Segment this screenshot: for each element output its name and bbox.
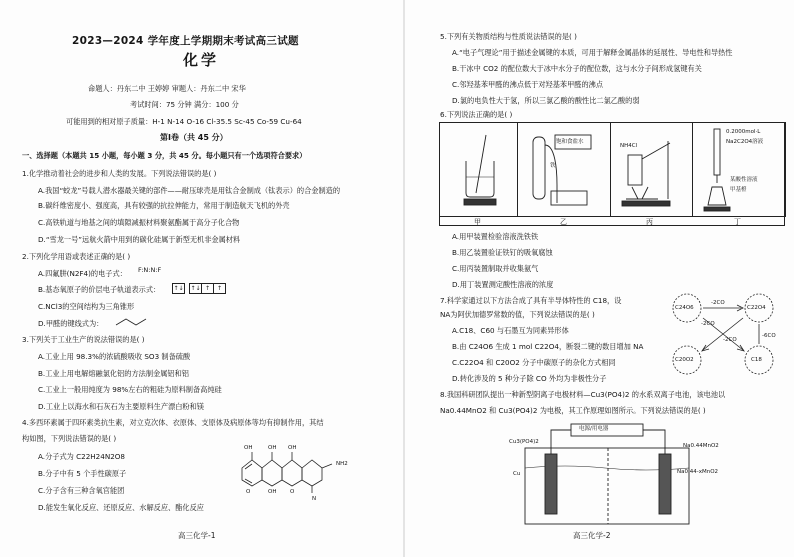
q7-option-a: A.C18、C60 与石墨互为同素异形体 — [452, 326, 569, 335]
q4-option-a: A.分子式为 C22H24N2O8 — [38, 452, 126, 461]
subject-title: 化学 — [183, 51, 220, 69]
arrow-label: -2CO — [701, 321, 715, 327]
doxy-label: N — [312, 496, 317, 502]
q4-stem-2: 构如图，下列说法错误的是( ) — [22, 434, 117, 443]
q6-option-d: D.用丁装置测定酸性溶液的浓度 — [452, 280, 554, 289]
tag-iron: 铁 — [550, 163, 556, 169]
q2-stem: 2.下列化学用语或表述正确的是( ) — [22, 252, 131, 261]
q4-stem: 4.多西环素属于四环素类抗生素，对立克次体、衣原体、支原体及病原体等均有抑制作用，其结 — [22, 418, 324, 427]
molecule-label: C18 — [751, 357, 762, 363]
volume-heading: 第Ⅰ卷（共 45 分） — [160, 133, 228, 142]
q7-option-c: C.C22O4 和 C20O2 分子中碳原子的杂化方式相同 — [452, 358, 616, 367]
exam-title: 2023—2024 学年度上学期期末考试高三试题 — [72, 35, 299, 47]
doxy-label: O — [246, 489, 251, 495]
orbital-box: ↑↓ — [190, 285, 201, 292]
q4-option-d: D.能发生氧化反应、还原反应、水解反应、酯化反应 — [38, 503, 204, 512]
q3-option-d: D.工业上以海水和石灰石为主要原料生产漂白粉和镁 — [38, 402, 204, 411]
q2-option-a: A.四氟肼(N2F4)的电子式： — [38, 269, 127, 278]
arrow-label: -2CO — [711, 300, 725, 306]
caption-jia: 甲 — [474, 218, 481, 226]
tag-saline: 饱和食盐水 — [556, 139, 584, 145]
q5-option-d: D.氯的电负性大于氢，所以三氯乙酸的酸性比二氯乙酸的弱 — [452, 96, 640, 105]
atomic-masses: 可能用到的相对原子质量：H-1 N-14 O-16 Cl-35.5 Sc-45 Co-59 Cu-64 — [66, 117, 302, 126]
orbital-box: ↑↓ — [173, 285, 184, 292]
caption-yi: 乙 — [560, 218, 567, 226]
apparatus-bing — [618, 129, 688, 213]
caption-ding: 丁 — [734, 218, 741, 226]
battery-left-label-2: Cu — [513, 471, 521, 477]
q8-stem-2: Na0.44MnO2 和 Cu3(PO4)2 为电极，其工作原理如图所示。下列说法错误的是( ) — [440, 406, 706, 415]
q6-option-a: A.用甲装置检验溶液洗铁铁 — [452, 232, 539, 241]
q1-option-c: C.高铁轨道与地基之间的填隙减振材料聚氨酯属于高分子化合物 — [38, 218, 240, 227]
page-footer-2: 高三化学-2 — [573, 531, 611, 540]
tag-concentration: 0.2000mol·L — [726, 129, 761, 135]
q6-stem: 6.下列说法正确的是( ) — [440, 110, 513, 119]
battery-left-label: Cu3(PO4)2 — [509, 439, 539, 445]
arrow-label: -2CO — [723, 337, 737, 343]
battery-top-label: 电源/用电器 — [579, 426, 609, 432]
battery-right-label-2: Na0.44-xMnO2 — [677, 469, 719, 475]
q4-option-b: B.分子中有 5 个手性碳原子 — [38, 469, 127, 478]
q2-electron-formula: F:N:N:F — [138, 266, 162, 274]
battery-right-label: Na0.44MnO2 — [683, 443, 719, 449]
doxy-label: OH — [244, 445, 253, 451]
q3-stem: 3.下列关于工业生产的说法错误的是( ) — [22, 335, 145, 344]
q1-option-b: B.碳纤维密度小、强度高，具有较强的抗拉伸能力，常用于制造航天飞机的外壳 — [38, 201, 290, 210]
tag-indicator: 甲基橙 — [730, 187, 747, 193]
authors-line: 命题人：丹东二中 王婷婷 审题人：丹东二中 宋华 — [88, 84, 246, 93]
q8-stem: 8.我国科研团队提出一种新型阴离子电极材料—Cu3(PO4)2 的水系双离子电池，该电池以 — [440, 390, 726, 399]
exam-time: 考试时间：75 分钟 满分：100 分 — [130, 100, 239, 109]
doxy-label: OH — [268, 489, 277, 495]
q4-option-c: C.分子含有三种含氧官能团 — [38, 486, 125, 495]
q6-option-c: C.用丙装置制取并收集氨气 — [452, 264, 539, 273]
q7-stem-2: NA为阿伏加德罗常数的值，下列说法错误的是( ) — [440, 310, 595, 319]
q5-option-b: B.干冰中 CO2 的配位数大于冰中水分子的配位数，这与水分子间形成氢键有关 — [452, 64, 702, 73]
tag-acid: 某酸性溶液 — [730, 177, 758, 183]
molecule-label: C24O6 — [675, 305, 694, 311]
q3-option-a: A.工业上用 98.3%的浓硫酸吸收 SO3 制备硫酸 — [38, 352, 191, 361]
q5-option-c: C.邻羟基苯甲醛的沸点低于对羟基苯甲醛的沸点 — [452, 80, 604, 89]
orbital-box: ↑ — [214, 283, 226, 294]
tag-nh4cl: NH4Cl — [620, 143, 638, 149]
q2-option-d: D.甲醛的键线式为： — [38, 319, 104, 328]
molecule-label: C22O4 — [747, 305, 766, 311]
q5-stem: 5.下列有关物质结构与性质说法错误的是( ) — [440, 32, 577, 41]
q1-option-d: D.“雪龙一号”远航火箭中用到的碳化硅属于新型无机非金属材料 — [38, 235, 241, 244]
page-right — [405, 0, 794, 557]
apparatus-table — [439, 122, 785, 226]
q1-stem: 1.化学推动着社会的进步和人类的发展。下列说法错误的是( ) — [22, 169, 217, 178]
molecule-label: C20O2 — [675, 357, 694, 363]
doxy-label: OH — [288, 445, 297, 451]
q1-option-a: A.我国“蛟龙”号载人潜水器最关键的部件——耐压球壳是用钛合金制成（钛表示）的合金制造的 — [38, 186, 341, 195]
q2-option-b: B.基态氧原子的价层电子轨道表示式： — [38, 285, 161, 294]
q3-option-b: B.工业上用电解熔融氯化铝的方法制金属铝和铝 — [38, 369, 189, 378]
q7-option-b: B.由 C24O6 生成 1 mol C22O4，断裂二键的数目增加 NA — [452, 342, 644, 351]
doxy-label: O — [290, 489, 295, 495]
doxy-label: NH2 — [336, 461, 348, 467]
q2-option-c: C.NCl3的空间结构为三角锥形 — [38, 302, 135, 311]
table-divider — [440, 216, 784, 217]
q3-option-c: C.工业上一般用纯度为 98%左右的粗硅为原料制备高纯硅 — [38, 385, 222, 394]
section-heading: 一、选择题（本题共 15 小题，每小题 3 分，共 45 分。每小题只有一个选项符合要求） — [22, 151, 307, 160]
q6-option-b: B.用乙装置验证铁钉的吸氧腐蚀 — [452, 248, 553, 257]
battery-diagram — [505, 420, 705, 530]
q5-option-a: A.“电子气理论”用于描述金属键的本质，可用于解释金属晶体的延展性、导电性和导热性 — [452, 48, 733, 57]
tag-oxalate: Na2C2O4溶液 — [726, 139, 764, 145]
formaldehyde-skeletal — [112, 315, 152, 329]
q7-option-d: D.转化涉及的 5 种分子除 CO 外均为非极性分子 — [452, 374, 607, 383]
orbital-box: ↑ — [202, 283, 214, 294]
q7-stem: 7.科学家通过以下方法合成了具有半导体特性的 C18，设 — [440, 296, 622, 305]
caption-bing: 丙 — [646, 218, 653, 226]
q2-orbital-diagram — [172, 283, 226, 294]
apparatus-jia — [458, 131, 508, 211]
arrow-label: -6CO — [762, 333, 776, 339]
doxy-label: OH — [268, 445, 277, 451]
page-footer-1: 高三化学-1 — [178, 531, 216, 540]
